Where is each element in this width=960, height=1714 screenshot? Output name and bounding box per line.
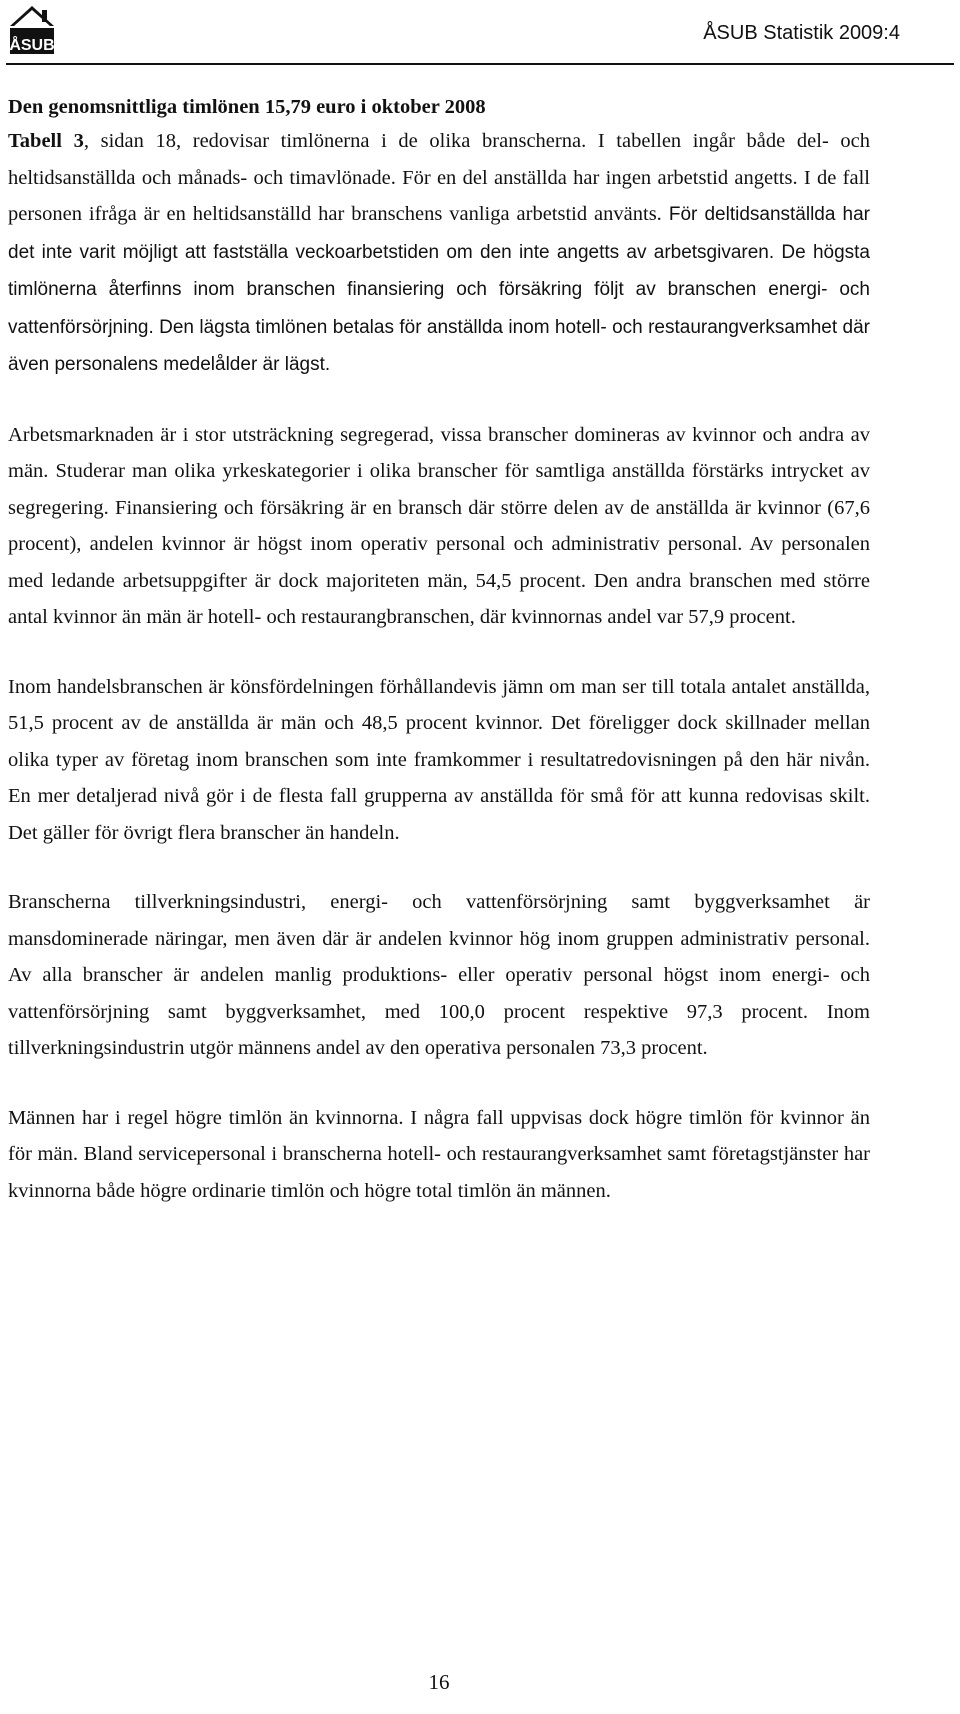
paragraph-1-text-sans: För deltidsanställda har det inte varit möjligt att fastställa veckoarbetstiden om den inte angetts av arbetsgivaren. De högsta timlönerna återfinns inom branschen finansiering och försäkring följt av branschen energi- och vattenförsörjning. Den lägsta timlönen betalas för anställda inom hotell- och restaurangverksamhet där även personalens medelålder är lägst.: [8, 204, 870, 375]
table-reference: Tabell 3: [8, 130, 84, 152]
svg-text:ÅSUB: ÅSUB: [9, 37, 55, 54]
page-number: 16: [428, 1670, 450, 1694]
paragraph-3: Inom handelsbranschen är könsfördelningen förhållandevis jämn om man ser till totala antalet anställda, 51,5 procent av de anställda är män och 48,5 procent kvinnor. Det föreligger dock skillnader mellan olika typer av företag inom branschen som inte framkommer i resultatredovisningen på den här nivån. En mer detaljerad nivå gör i de flesta fall grupperna av anställda för små för att kunna redovisas skilt. Det gäller för övrigt flera branscher än handeln.: [8, 675, 870, 844]
paragraph-4: Branscherna tillverkningsindustri, energi- och vattenförsörjning samt byggverksamhet är mansdominerade näringar, men även där är andelen kvinnor hög inom gruppen administrativ personal. Av alla branscher är andelen manlig produktions- eller operativ personal högst inom energi- och vattenförsörjning samt byggverksamhet, med 100,0 procent respektive 97,3 procent. Inom tillverkningsindustrin utgör männens andel av den operativa personalen 73,3 procent.: [8, 891, 870, 1059]
paragraph-1-text: , sidan 18, redovisar timlönerna i de olika branscherna. I tabellen ingår både del- och heltidsanställda och månads- och timavlönade. För en del anställda har ingen arbetstid angetts. I de fall personen ifråga är en heltidsanställd har branschens vanliga arbetstid använts.: [8, 130, 870, 225]
paragraph-5: Männen har i regel högre timlön än kvinnorna. I några fall uppvisas dock högre timlön för kvinnor än för män. Bland servicepersonal i branscherna hotell- och restaurangverksamhet samt företagstjänster har kvinnorna både högre ordinarie timlön och högre total timlön än männen.: [8, 1106, 870, 1202]
paragraph-2: Arbetsmarknaden är i stor utsträckning segregerad, vissa branscher domineras av kvinnor och andra av män. Studerar man olika yrkeskategorier i olika branscher för samtliga anställda förstärks intrycket av segregering. Finansiering och försäkring är en bransch där större delen av de anställda är kvinnor (67,6 procent), andelen kvinnor är högst inom operativ personal och administrativ personal. Av personalen med ledande arbetsuppgifter är dock majoriteten män, 54,5 procent. Den andra branschen med större antal kvinnor än män är hotell- och restaurangbranschen, där kvinnornas andel var 57,9 procent.: [8, 423, 870, 628]
document-body: [8, 92, 870, 1209]
header-divider: [6, 63, 954, 65]
section-heading: Den genomsnittliga timlönen 15,79 euro i oktober 2008: [8, 96, 486, 118]
publication-title: ÅSUB Statistik 2009:4: [703, 22, 900, 44]
page-header: [0, 0, 960, 70]
asub-logo: [6, 4, 58, 56]
paragraph-1: [8, 123, 870, 384]
